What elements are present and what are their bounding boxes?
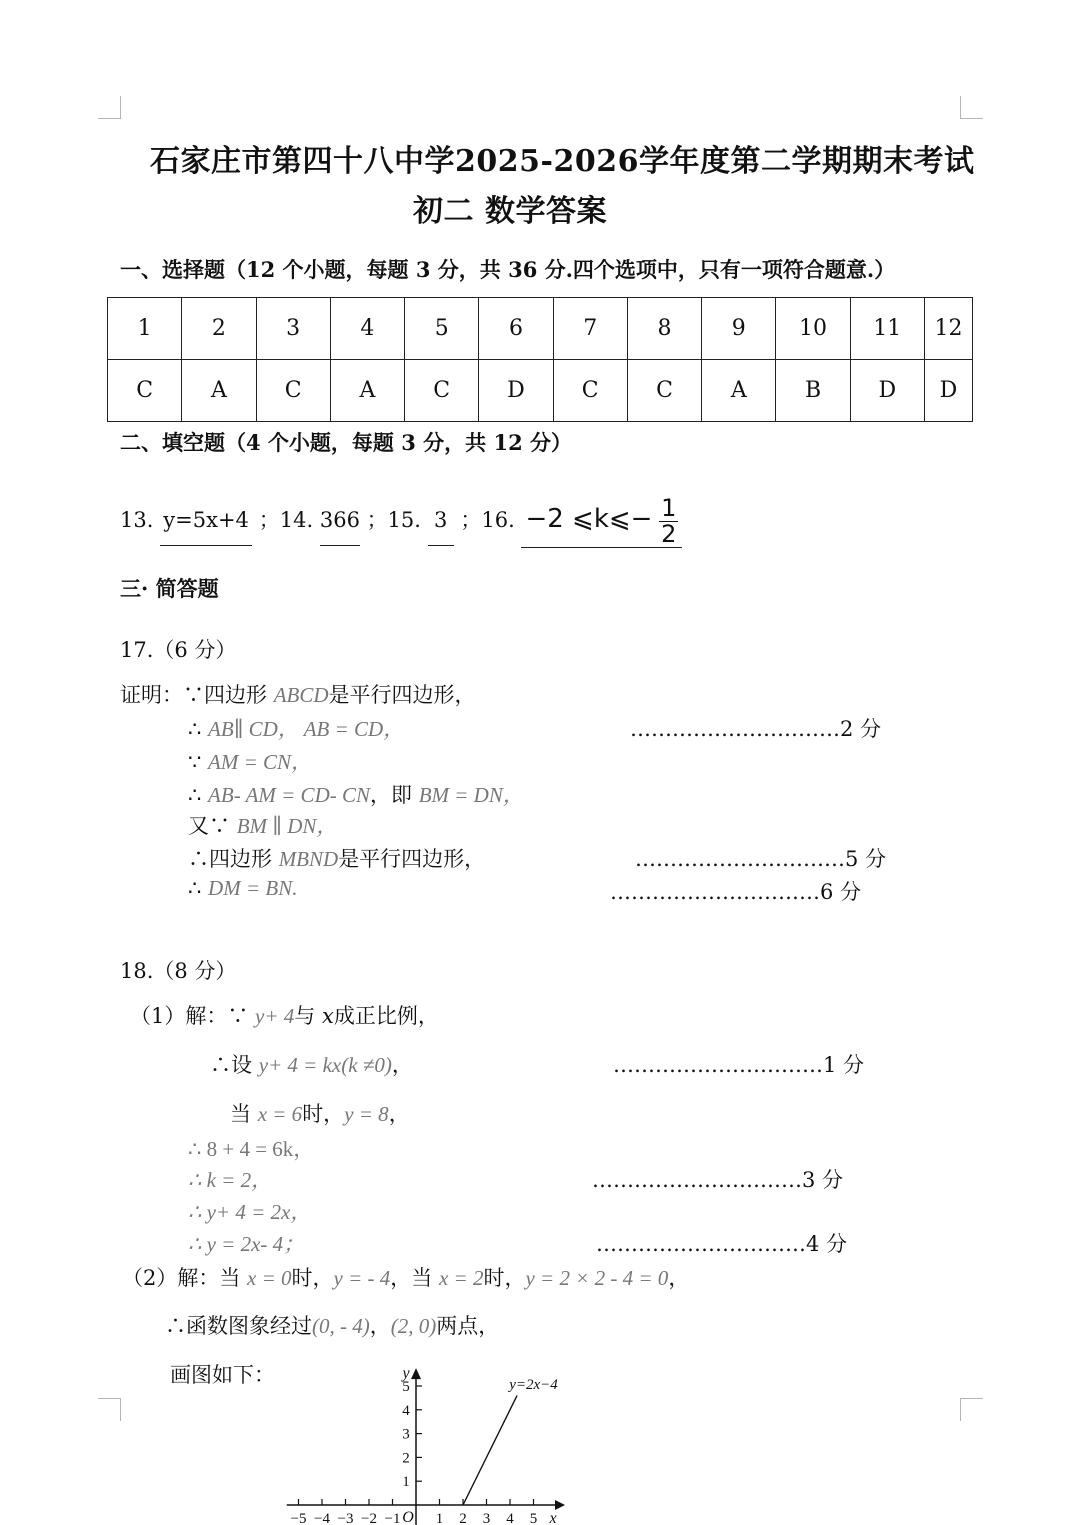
y-axis-label: y [402, 1365, 410, 1383]
y-tick-label: 1 [402, 1474, 410, 1491]
math-expr: y = 2 × 2 - 4 = 0 [525, 1266, 669, 1290]
math-expr: ∴ y = 2x- 4； [188, 1232, 305, 1256]
text: ，即 [370, 783, 419, 807]
question-number-cell: 1 [108, 298, 182, 360]
math-expr: MBND [278, 847, 339, 871]
text: ∴ [188, 876, 209, 900]
x-tick-label: −4 [314, 1511, 330, 1525]
question-number-cell: 3 [256, 298, 330, 360]
answer-cell: D [850, 360, 924, 422]
q17-label: 17.（6 分） [120, 638, 237, 662]
x-axis-label: x [549, 1510, 557, 1525]
y-tick-label: 2 [402, 1450, 410, 1467]
x-axis-arrow [555, 1500, 565, 1510]
question-number-cell: 2 [182, 298, 256, 360]
math-expr: BM = DN， [418, 783, 524, 807]
math-expr: AB- AM = CD- CN [208, 783, 370, 807]
document-title: 石家庄市第四十八中学2025-2026学年度第二学期期末考试 [150, 144, 975, 179]
answer-cell: C [627, 360, 701, 422]
q13-answer: y=5x+4 [160, 495, 252, 546]
question-number-cell: 8 [627, 298, 701, 360]
q18-score-3: …………………………3 分 [592, 1168, 844, 1192]
math-expr: ∴ y+ 4 = 2x， [188, 1200, 312, 1224]
text: 时， [291, 1266, 334, 1290]
text: ， [369, 1314, 391, 1338]
origin-label: O [402, 1509, 414, 1525]
text: 与 [294, 1004, 322, 1028]
question-number-cell: 6 [479, 298, 553, 360]
y-axis-arrow [411, 1368, 421, 1379]
x-tick-label: −3 [337, 1511, 354, 1525]
section1-heading: 一、选择题（12 个小题，每题 3 分，共 36 分.四个选项中，只有一项符合题意.） [120, 257, 896, 282]
text: 证明：∵四边形 [120, 683, 274, 707]
text: 成正比例， [333, 1004, 439, 1028]
x-tick-label: 1 [435, 1511, 444, 1525]
x-tick-label: −2 [361, 1511, 377, 1525]
answer-cell: A [182, 360, 256, 422]
text: （2）解：当 [122, 1266, 248, 1290]
math-expr: x = 0 [247, 1266, 292, 1290]
answer-cell: C [108, 360, 182, 422]
math-expr: (2, 0) [390, 1314, 437, 1338]
q16-label: ；16. [460, 508, 515, 532]
text: ∴设 [210, 1053, 259, 1077]
y-tick-label: 4 [402, 1402, 410, 1419]
text: ∴ [188, 783, 209, 807]
q17-score-2: …………………………2 分 [630, 717, 882, 741]
text: ，当 [390, 1266, 439, 1290]
math-expr: x = 6 [257, 1102, 303, 1126]
section3-heading: 三· 简答题 [120, 576, 219, 601]
q16-inequality: −2 ⩽k⩽− [525, 504, 653, 534]
math-expr: ABCD [273, 683, 329, 707]
question-number-cell: 4 [330, 298, 404, 360]
q15-answer: 3 [428, 495, 454, 546]
text: ， [388, 1102, 410, 1126]
y-tick-label: 3 [402, 1426, 410, 1443]
answer-cell: A [330, 360, 404, 422]
question-number-cell: 10 [776, 298, 850, 360]
q17-score-5: …………………………5 分 [635, 847, 887, 871]
q14-answer: 366 [320, 495, 360, 546]
text: 当 [230, 1102, 258, 1126]
text: 又∵ [188, 814, 237, 838]
text: ∴ [188, 717, 209, 741]
question-number-cell: 7 [553, 298, 627, 360]
answer-cell: C [256, 360, 330, 422]
question-number-cell: 9 [702, 298, 776, 360]
question-number-cell: 5 [405, 298, 479, 360]
line-label: y=2x−4 [509, 1376, 558, 1393]
fraction-numerator: 1 [661, 493, 677, 522]
question-number-cell: 12 [924, 298, 972, 360]
x-tick-label: −5 [290, 1511, 307, 1525]
answer-cell: C [405, 360, 479, 422]
x-tick-label: −1 [384, 1511, 401, 1525]
math-expr: ∴ k = 2， [188, 1168, 273, 1192]
text: 是平行四边形， [338, 847, 486, 871]
math-expr: AB∥ CD， AB = CD， [208, 717, 405, 741]
answer-cell: B [776, 360, 850, 422]
text: ∴函数图象经过 [165, 1314, 312, 1338]
text: ， [668, 1266, 690, 1290]
answer-cell: D [479, 360, 553, 422]
math-expr: BM ∥ DN， [236, 814, 338, 838]
math-expr: (0, - 4) [312, 1314, 370, 1338]
answer-cell: C [553, 360, 627, 422]
math-expr: y+ 4 = kx(k ≠0) [258, 1053, 392, 1077]
y-tick-label: 5 [402, 1379, 410, 1395]
q18-draw-label: 画图如下： [170, 1363, 275, 1387]
math-expr: x = 2 [438, 1266, 484, 1290]
answer-cell: D [924, 360, 972, 422]
text: ∴四边形 [188, 847, 279, 871]
math-expr: y+ 4 [255, 1004, 295, 1028]
answer-cell: A [702, 360, 776, 422]
q13-label: 13. [120, 508, 154, 532]
math-expr: ∴ 8 + 4 = 6k， [188, 1137, 315, 1161]
text: 时， [483, 1266, 526, 1290]
fraction-denominator: 2 [661, 520, 677, 548]
section2-heading: 二、填空题（4 个小题，每题 3 分，共 12 分） [120, 430, 573, 455]
q15-label: ；15. [366, 508, 421, 532]
q17-score-6: …………………………6 分 [610, 880, 862, 904]
text: ∵ [188, 750, 209, 774]
q18-label: 18.（8 分） [120, 959, 237, 983]
x-tick-label: 2 [459, 1511, 467, 1525]
q18-score-1: …………………………1 分 [613, 1053, 865, 1077]
x-tick-label: 5 [529, 1511, 538, 1525]
x-tick-label: 4 [506, 1511, 514, 1525]
math-expr: y = 8 [344, 1102, 389, 1126]
math-expr: DM = BN. [208, 876, 298, 900]
text: ， [391, 1053, 413, 1077]
q14-label: ；14. [258, 508, 314, 532]
text: 是平行四边形， [328, 683, 476, 707]
document-subtitle: 初二 数学答案 [413, 194, 607, 229]
text: 时， [302, 1102, 345, 1126]
question-number-cell: 11 [850, 298, 924, 360]
series-line [463, 1396, 517, 1505]
x-tick-label: 3 [482, 1511, 491, 1525]
math-expr: x [321, 1004, 334, 1028]
q18-score-4: …………………………4 分 [596, 1232, 848, 1256]
math-expr: AM = CN， [208, 750, 313, 774]
text: 两点， [436, 1314, 500, 1338]
text: （1）解：∵ [130, 1004, 256, 1028]
math-expr: y = - 4 [333, 1266, 391, 1290]
